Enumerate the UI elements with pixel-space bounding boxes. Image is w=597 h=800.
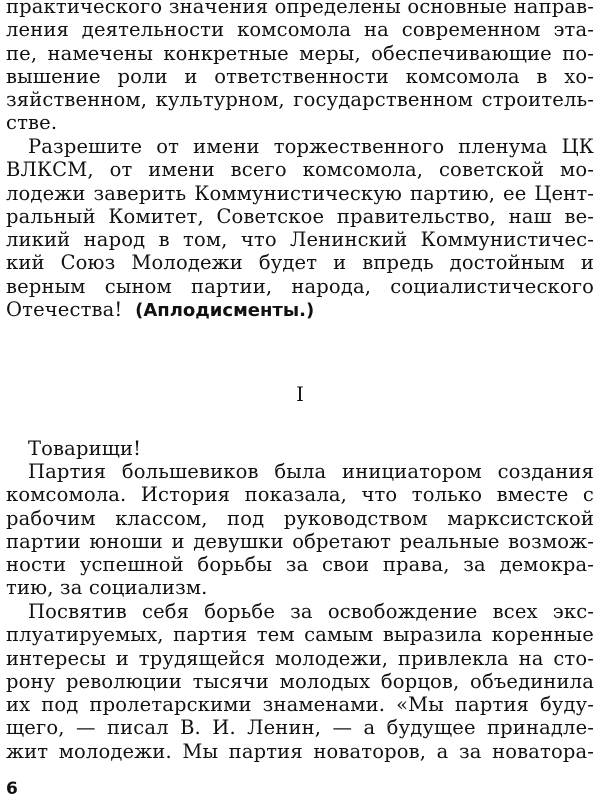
page-number: 6 [6,779,18,799]
text-line: верным сыном партии, народа, социалистического [6,274,594,298]
paragraph-1 [6,0,594,135]
text-line: рону революции тысячи молодых борцов, объединила [6,669,594,693]
text-line: интересы и трудящейся молодежи, привлекла на сто- [6,646,594,670]
section-number: I [296,383,304,406]
text-line: ральный Комитет, Советское правительство, наш ве- [6,204,594,228]
text-line: пе, намечены конкретные меры, обеспечивающие по- [6,41,594,65]
text-line-final [6,298,594,321]
paragraph-4 [6,600,594,763]
greeting [6,437,594,460]
text-line: ления деятельности комсомола на современном эта- [6,18,594,42]
text-line: их под пролетарскими знаменами. «Мы партия буду- [6,693,594,717]
text-line: тию, за социализм. [6,576,208,600]
paragraph-2-last-words: Отечества! [6,298,123,322]
text-line: зяйственном, культурном, государственном строитель- [6,88,594,112]
text-line: стве. [6,111,58,135]
text-line: лодежи заверить Коммунистическую партию, ее Цент- [6,181,594,205]
text-line: вышение роли и ответственности комсомола в хо- [6,64,594,88]
greeting-text: Товарищи! [28,437,142,460]
paragraph-3 [6,460,594,600]
text-line: жит молодежи. Мы партия новаторов, а за новатора- [6,739,594,763]
paragraph-2 [6,135,594,321]
text-line: рабочим классом, под руководством марксистской [6,506,594,530]
text-line: кий Союз Молодежи будет и впредь достойным и [6,251,594,275]
text-line: плуатируемых, партия тем самым выразила коренные [6,623,594,647]
text-line: ВЛКСМ, от имени всего комсомола, советской мо- [6,158,594,182]
text-line: комсомола. История показала, что только вместе с [6,483,594,507]
text-line: практического значения определены основные направ- [6,0,594,18]
applause-remark: (Аплодисменты.) [135,300,315,322]
text-line: партии юноши и девушки обретают реальные возмож- [6,529,594,553]
text-line: ности успешной борьбы за свои права, за демокра- [6,553,594,577]
text-line: щего, — писал В. И. Ленин, — а будущее принадле- [6,716,594,740]
text-line: Посвятив себя борьбе за освобождение всех экс- [28,600,594,623]
text-line: ликий народ в том, что Ленинский Коммунистичес- [6,228,594,252]
text-line: Разрешите от имени торжественного пленума ЦК [28,135,594,158]
text-line: Партия большевиков была инициатором создания [28,460,594,483]
